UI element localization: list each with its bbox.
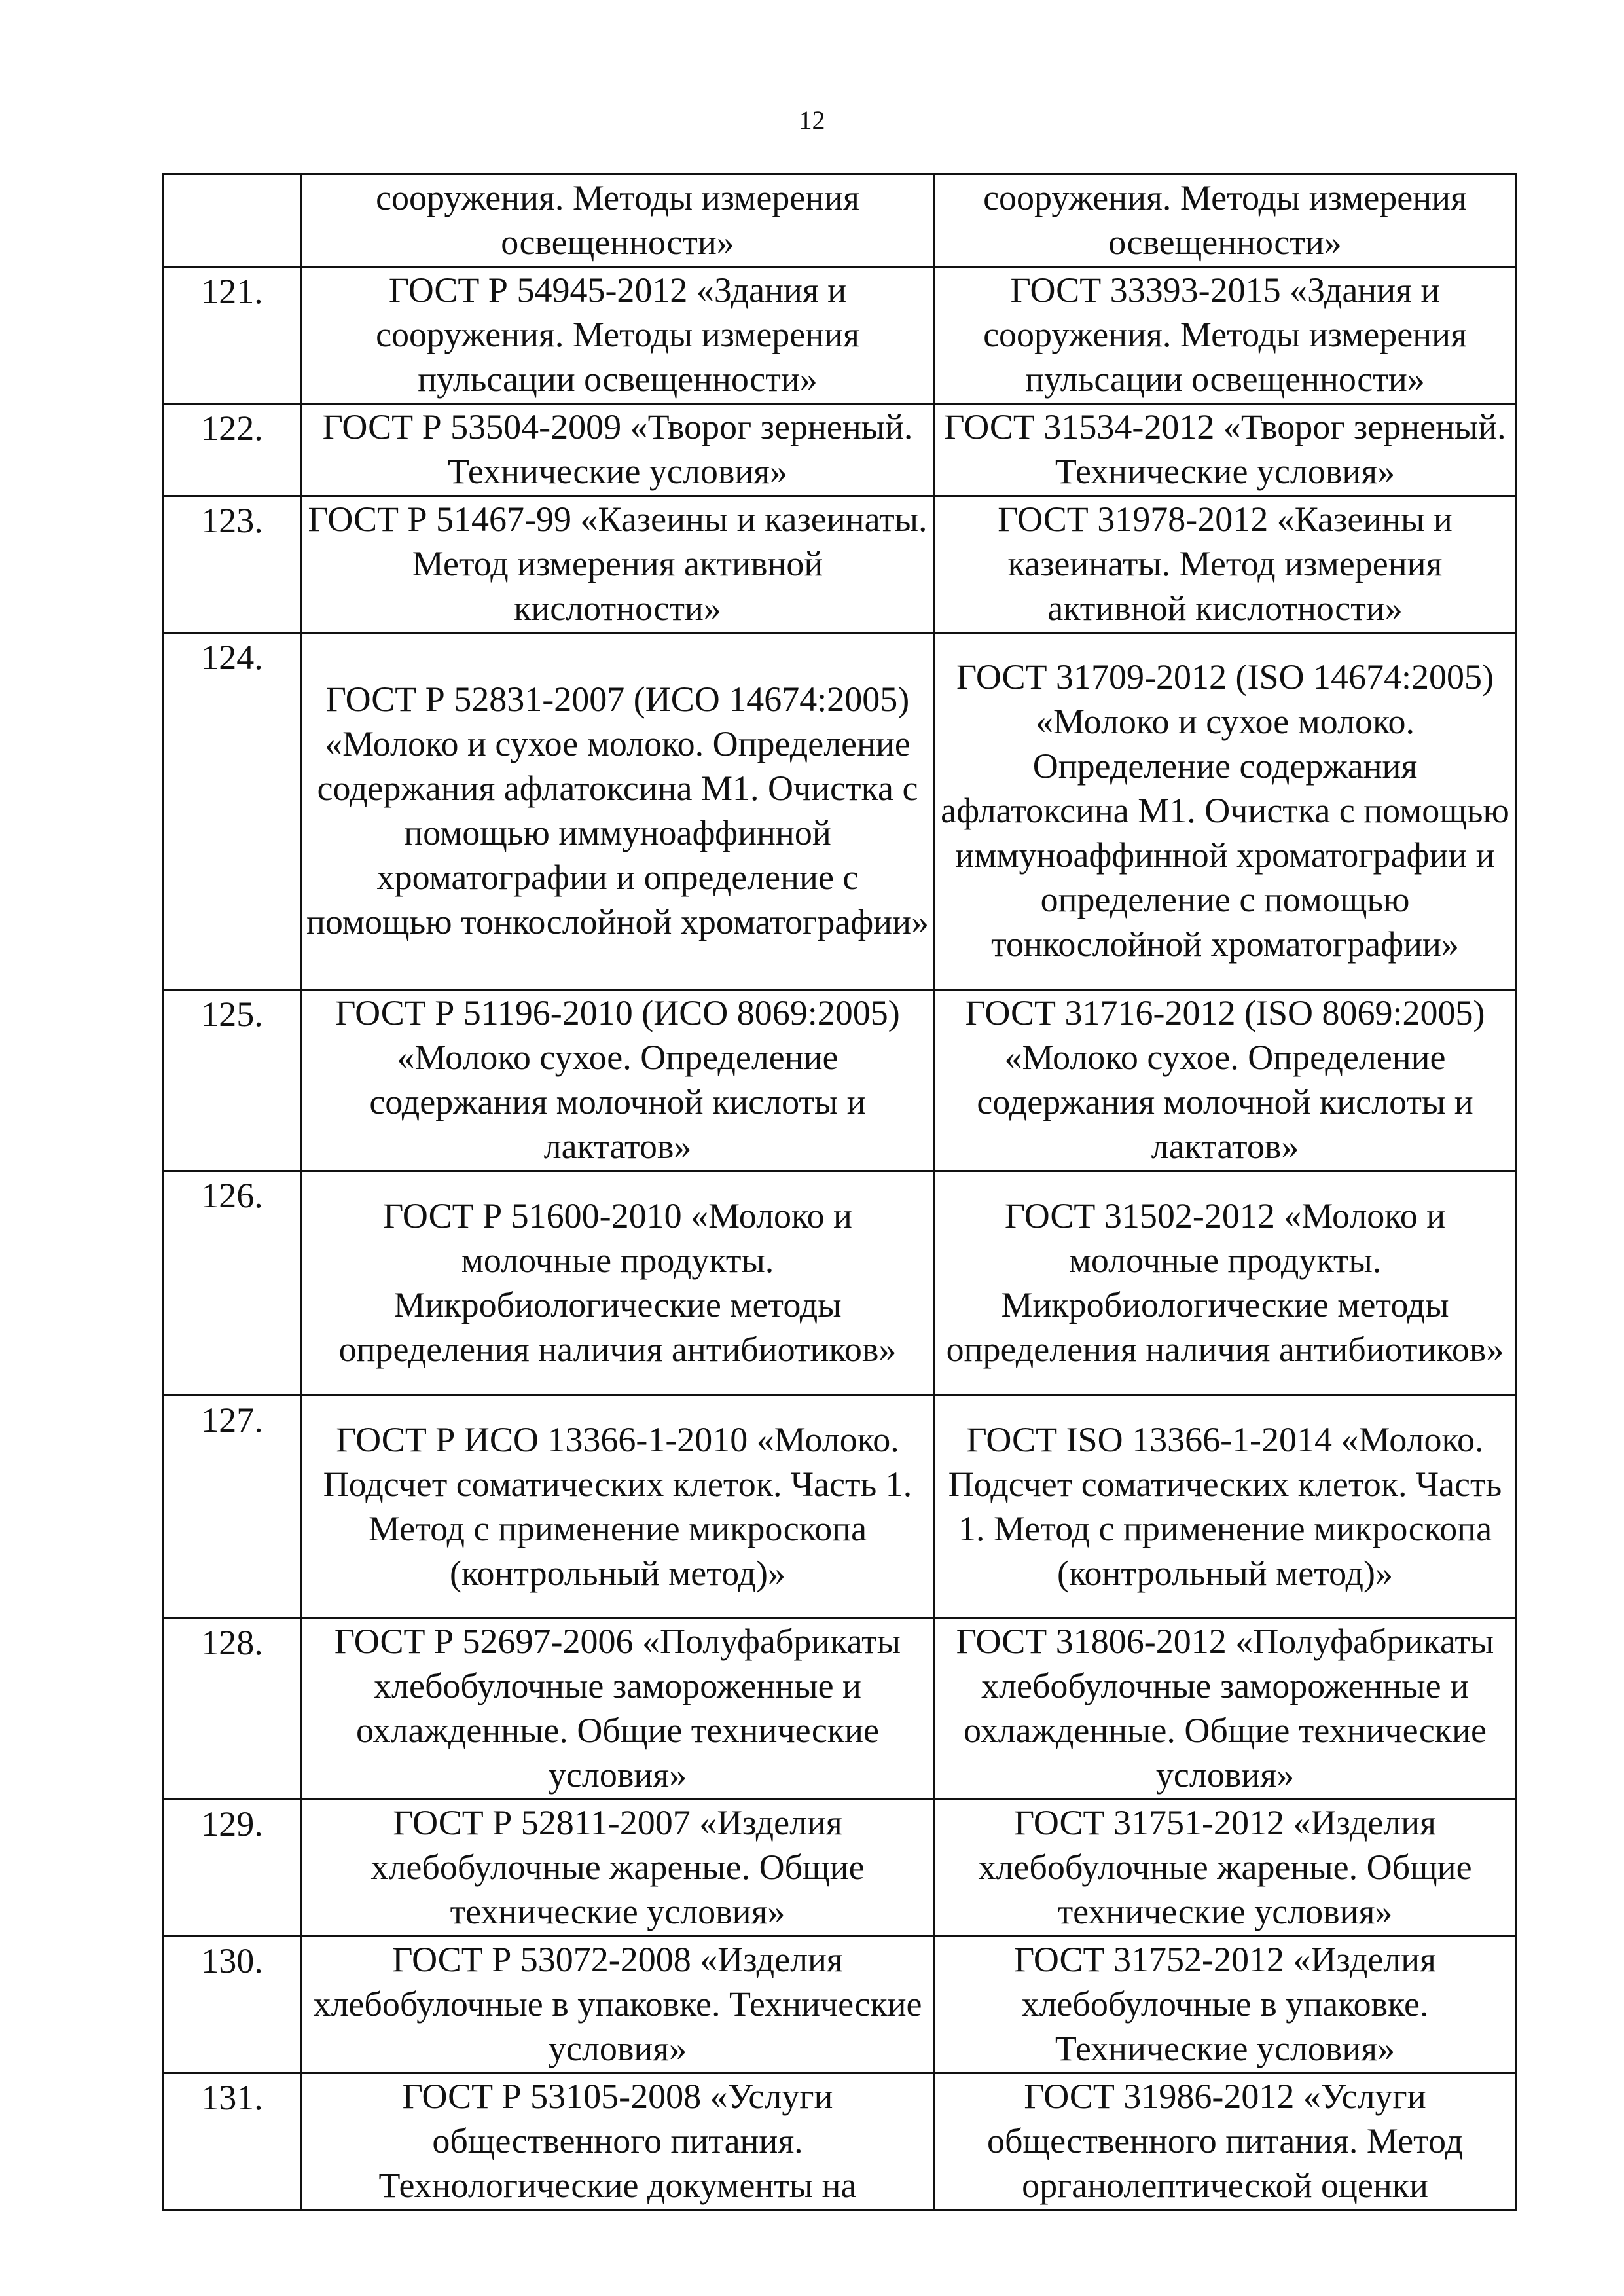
- old-standard-cell: ГОСТ Р 54945-2012 «Здания и сооружения. Методы измерения пульсации освещенности»: [302, 267, 934, 404]
- new-standard-cell: ГОСТ 31534-2012 «Творог зерненый. Технические условия»: [934, 404, 1517, 496]
- old-standard-cell: ГОСТ Р 52831-2007 (ИСО 14674:2005) «Молоко и сухое молоко. Определение содержания афлатоксина M1. Очистка с помощью иммуноаффинной хроматографии и определение с помощью тонкослойной хроматографии»: [302, 633, 934, 990]
- new-standard-cell: сооружения. Методы измерения освещенности»: [934, 175, 1517, 267]
- table-row: [163, 1618, 1517, 1800]
- table-row: [163, 404, 1517, 496]
- old-standard-cell: ГОСТ Р 51600-2010 «Молоко и молочные продукты. Микробиологические методы определения наличия антибиотиков»: [302, 1171, 934, 1396]
- table-row: [163, 496, 1517, 633]
- old-standard-cell: ГОСТ Р 51196-2010 (ИСО 8069:2005) «Молоко сухое. Определение содержания молочной кислоты и лактатов»: [302, 990, 934, 1171]
- table-row: [163, 2073, 1517, 2210]
- old-standard-cell: ГОСТ Р ИСО 13366-1-2010 «Молоко. Подсчет соматических клеток. Часть 1. Метод с применение микроскопа (контрольный метод)»: [302, 1396, 934, 1618]
- old-standard-cell: ГОСТ Р 53504-2009 «Творог зерненый. Технические условия»: [302, 404, 934, 496]
- row-number: 125.: [163, 990, 302, 1171]
- table-row: [163, 267, 1517, 404]
- table-row: [163, 1937, 1517, 2073]
- row-number: 130.: [163, 1937, 302, 2073]
- new-standard-cell: ГОСТ 31978-2012 «Казеины и казеинаты. Метод измерения активной кислотности»: [934, 496, 1517, 633]
- table-row: [163, 1396, 1517, 1618]
- new-standard-cell: ГОСТ 31752-2012 «Изделия хлебобулочные в упаковке. Технические условия»: [934, 1937, 1517, 2073]
- new-standard-cell: ГОСТ 31709-2012 (ISO 14674:2005) «Молоко и сухое молоко. Определение содержания афлатоксина M1. Очистка с помощью иммуноаффинной хроматографии и определение с помощью тонкослойной хроматографии»: [934, 633, 1517, 990]
- row-number: 129.: [163, 1800, 302, 1937]
- table-row: [163, 633, 1517, 990]
- table-row: [163, 1800, 1517, 1937]
- row-number: 121.: [163, 267, 302, 404]
- standards-replacement-table: [162, 173, 1517, 2211]
- new-standard-cell: ГОСТ 31806-2012 «Полуфабрикаты хлебобулочные замороженные и охлажденные. Общие технические условия»: [934, 1618, 1517, 1800]
- new-standard-cell: ГОСТ 31502-2012 «Молоко и молочные продукты. Микробиологические методы определения наличия антибиотиков»: [934, 1171, 1517, 1396]
- row-number: [163, 175, 302, 267]
- old-standard-cell: ГОСТ Р 52697-2006 «Полуфабрикаты хлебобулочные замороженные и охлажденные. Общие технические условия»: [302, 1618, 934, 1800]
- row-number: 127.: [163, 1396, 302, 1618]
- row-number: 131.: [163, 2073, 302, 2210]
- row-number: 128.: [163, 1618, 302, 1800]
- table-row: [163, 1171, 1517, 1396]
- new-standard-cell: ГОСТ ISO 13366-1-2014 «Молоко. Подсчет соматических клеток. Часть 1. Метод с применение микроскопа (контрольный метод)»: [934, 1396, 1517, 1618]
- new-standard-cell: ГОСТ 31986-2012 «Услуги общественного питания. Метод органолептической оценки: [934, 2073, 1517, 2210]
- old-standard-cell: ГОСТ Р 51467-99 «Казеины и казеинаты. Метод измерения активной кислотности»: [302, 496, 934, 633]
- old-standard-cell: ГОСТ Р 53105-2008 «Услуги общественного питания. Технологические документы на: [302, 2073, 934, 2210]
- new-standard-cell: ГОСТ 31716-2012 (ISO 8069:2005) «Молоко сухое. Определение содержания молочной кислоты и лактатов»: [934, 990, 1517, 1171]
- table-row: [163, 990, 1517, 1171]
- old-standard-cell: сооружения. Методы измерения освещенности»: [302, 175, 934, 267]
- new-standard-cell: ГОСТ 33393-2015 «Здания и сооружения. Методы измерения пульсации освещенности»: [934, 267, 1517, 404]
- row-number: 123.: [163, 496, 302, 633]
- old-standard-cell: ГОСТ Р 52811-2007 «Изделия хлебобулочные жареные. Общие технические условия»: [302, 1800, 934, 1937]
- table-row: [163, 175, 1517, 267]
- new-standard-cell: ГОСТ 31751-2012 «Изделия хлебобулочные жареные. Общие технические условия»: [934, 1800, 1517, 1937]
- row-number: 124.: [163, 633, 302, 990]
- page-number: 12: [799, 105, 825, 135]
- row-number: 122.: [163, 404, 302, 496]
- old-standard-cell: ГОСТ Р 53072-2008 «Изделия хлебобулочные в упаковке. Технические условия»: [302, 1937, 934, 2073]
- row-number: 126.: [163, 1171, 302, 1396]
